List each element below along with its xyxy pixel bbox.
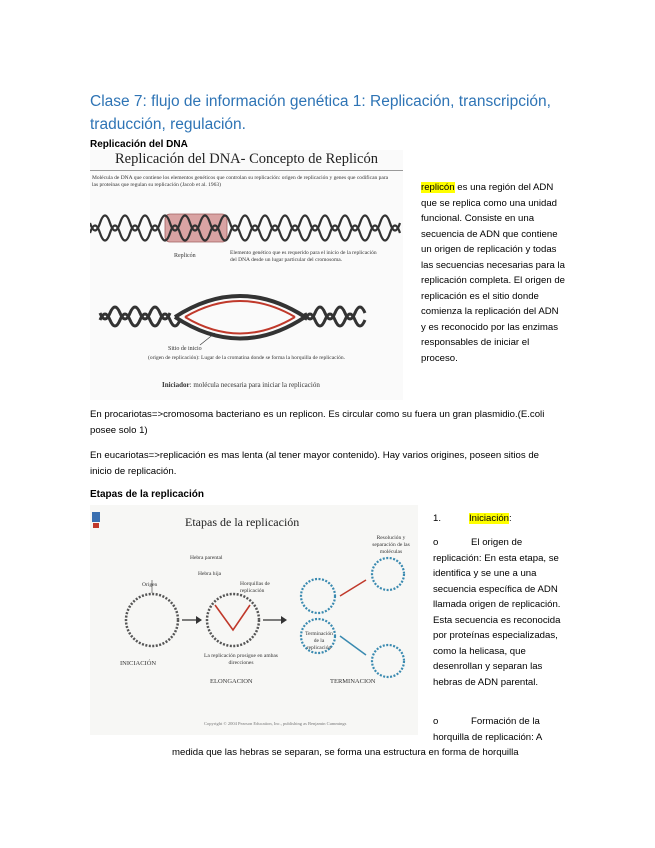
- label-forks: Horquillas de replicación: [240, 581, 270, 594]
- list-colon: :: [509, 513, 512, 524]
- fork-strands: [215, 605, 250, 630]
- initiator-label: Iniciador: [162, 381, 190, 389]
- bullet-fork: [433, 714, 563, 745]
- left-helix-2: [100, 307, 170, 319]
- bubble-top: [175, 296, 305, 317]
- replicon-element-note: Elemento genético que es requerido para el inicio de la replicación del DNA desde un lugar particular del cromosoma.: [230, 250, 377, 263]
- list-item-initiation: [433, 511, 558, 527]
- replicon-figure-title: Replicación del DNA- Concepto de Replicón: [115, 151, 378, 167]
- replicon-label: Replicón: [174, 253, 196, 259]
- replicon-definition: [421, 180, 566, 366]
- initiation-highlight: Iniciación: [469, 513, 509, 524]
- replicon-caption: Molécula de DNA que contiene los elementos genéticos que controlan su replicación: origen de replicación y genes que codifican para las proteínas que regulan su replicación (Jacob et al. 1963): [92, 175, 389, 188]
- arrow-1-head: [196, 616, 202, 624]
- bullet-mark: o: [433, 537, 439, 548]
- bullet-fork-text-a: Formación de la horquilla de replicación: A: [433, 716, 543, 743]
- initiator-note: : molécula necesaria para iniciar la replicación: [189, 381, 320, 389]
- replicon-figure: [90, 150, 403, 400]
- section-heading-replication: Replicación del DNA: [90, 139, 188, 150]
- label-termination: Terminación de la replicación: [305, 631, 333, 651]
- eukaryotes-paragraph: En eucariotas=>replicación es mas lenta (al tener mayor contenido). Hay varios origines, poseen sitios de inicio de replicación.: [90, 450, 540, 477]
- stage-termination: TERMINACION: [330, 678, 376, 685]
- section-heading-stages: Etapas de la replicación: [90, 489, 204, 500]
- label-origin: Origen: [142, 582, 158, 588]
- origin-label: Sitio de inicio: [168, 346, 202, 352]
- dna-diagram: [90, 205, 403, 400]
- arrow-4: [340, 636, 366, 655]
- stage-elongation: ELONGACION: [210, 678, 253, 685]
- figure-copyright: Copyright © 2004 Pearson Education, Inc., publishing as Benjamin Cummings: [204, 721, 347, 726]
- circle-term-1: [301, 579, 335, 613]
- bullet-fork-continuation: medida que las hebras se separan, se forma una estructura en forma de horquilla: [172, 747, 519, 758]
- circle-res-2: [372, 645, 404, 677]
- circle-initiation: [126, 594, 178, 646]
- page-title: Clase 7: flujo de información genética 1: Replicación, transcripción, traducción, regulación.: [90, 93, 551, 133]
- dna-strand-top: [90, 216, 400, 231]
- arrow-3: [340, 580, 366, 596]
- corner-badge-2: [93, 523, 99, 528]
- replicon-highlight: replicón: [421, 182, 455, 193]
- stages-figure-title: Etapas de la replicación: [185, 515, 300, 529]
- circle-elongation: [207, 594, 259, 646]
- figure-divider: [90, 170, 403, 171]
- bubble-bottom: [175, 317, 305, 339]
- origin-note: (origen de replicación): Lugar de la cromatina donde se forma la horquilla de replicación.: [148, 355, 345, 361]
- corner-badge: [92, 512, 100, 522]
- bullet-origin-text: El origen de replicación: En esta etapa, se identifica y se une a una secuencia específica de ADN llamada origen de replicación. Esta secuencia es reconocida por proteínas especializadas, como la helicasa, que desenrollan y separan las hebras de ADN parental.: [433, 537, 561, 688]
- circle-res-1: [372, 558, 404, 590]
- bullet-mark-2: o: [433, 716, 439, 727]
- stages-figure: [90, 505, 418, 735]
- bullet-origin: [433, 535, 563, 690]
- replicon-definition-text: es una región del ADN que se replica como una unidad funcional. Consiste en una secuencia de ADN que contiene un origen de replicación y todas las secuencias necesarias para la replicación completa. El origen de replicación es el sitio donde comienza la replicación del ADN y es reconocido por las enzimas responsables de iniciar el proceso.: [421, 182, 565, 364]
- list-number: 1.: [433, 513, 442, 524]
- label-daughter: Hebra hija: [198, 571, 222, 577]
- arrow-2-head: [281, 616, 287, 624]
- label-resolution: Resolución y separación de las moléculas: [372, 535, 410, 555]
- initiator-line: [162, 381, 392, 389]
- stage-initiation: INICIACIÓN: [120, 660, 157, 667]
- label-both-directions: La replicación prosigue en ambas direcciones: [204, 653, 278, 666]
- label-parental: Hebra parental: [190, 555, 223, 561]
- dna-strand-bottom: [90, 226, 400, 241]
- prokaryotes-paragraph: En procariotas=>cromosoma bacteriano es un replicon. Es circular como su fuera un gran plasmidio.(E.coli posee solo 1): [90, 409, 545, 436]
